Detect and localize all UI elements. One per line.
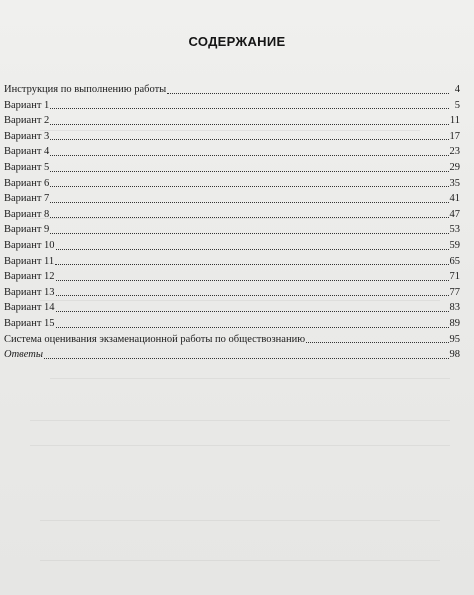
toc-entry-page-number: 65 — [449, 255, 460, 267]
toc-entry-page-number: 89 — [449, 317, 460, 329]
toc-entry-label: Вариант 13 — [4, 286, 55, 298]
dot-leader — [167, 93, 449, 94]
toc-entry-page-number: 77 — [449, 286, 460, 298]
dot-leader — [50, 124, 449, 125]
dot-leader — [44, 358, 449, 359]
toc-entry-page-number: 11 — [449, 115, 460, 127]
dot-leader — [56, 327, 449, 328]
dot-leader — [50, 233, 448, 234]
toc-entry-label: Вариант 6 — [4, 177, 50, 189]
toc-entry-label: Вариант 8 — [4, 208, 50, 220]
dot-leader — [56, 311, 449, 312]
dot-leader — [56, 280, 449, 281]
toc-entry-label: Ответы — [4, 349, 43, 361]
toc-entry-label: Вариант 11 — [4, 255, 55, 267]
toc-entry-page-number: 17 — [449, 130, 460, 142]
dot-leader — [56, 249, 449, 250]
toc-entry — [4, 332, 460, 348]
toc-entry-page-number: 98 — [449, 349, 460, 361]
toc-entry — [4, 98, 460, 114]
dot-leader — [50, 202, 448, 203]
toc-entry — [4, 113, 460, 129]
toc-entry-label: Вариант 14 — [4, 302, 55, 314]
dot-leader — [50, 186, 448, 187]
toc-entry — [4, 347, 460, 363]
toc-entry — [4, 300, 460, 316]
toc-entry-page-number: 95 — [449, 333, 460, 345]
toc-entry-page-number: 35 — [449, 177, 460, 189]
toc-entry — [4, 191, 460, 207]
toc-entry — [4, 238, 460, 254]
toc-entry — [4, 316, 460, 332]
toc-entry — [4, 222, 460, 238]
dot-leader — [50, 217, 448, 218]
dot-leader — [306, 342, 448, 343]
toc-entry-label: Вариант 15 — [4, 317, 55, 329]
dot-leader — [50, 171, 448, 172]
toc-entry — [4, 269, 460, 285]
toc-entry — [4, 144, 460, 160]
toc-entry-label: Вариант 12 — [4, 271, 55, 283]
toc-entry-label: Вариант 3 — [4, 130, 50, 142]
toc-entry-label: Вариант 4 — [4, 146, 50, 158]
toc-entry — [4, 129, 460, 145]
toc-entry-page-number: 5 — [454, 99, 460, 111]
toc-entry — [4, 160, 460, 176]
toc-entry-label: Вариант 2 — [4, 115, 50, 127]
page-title: СОДЕРЖАНИЕ — [188, 34, 286, 49]
toc-entry-label: Вариант 5 — [4, 161, 50, 173]
toc-entry — [4, 207, 460, 223]
toc-entry-page-number: 83 — [449, 302, 460, 314]
toc-entry — [4, 82, 460, 98]
dot-leader — [55, 264, 448, 265]
toc-entry-page-number: 41 — [449, 193, 460, 205]
toc-entry-page-number: 71 — [449, 271, 460, 283]
toc-entry-label: Инструкция по выполнению работы — [4, 84, 167, 95]
toc-entry-page-number: 4 — [454, 84, 460, 95]
toc-entry — [4, 176, 460, 192]
toc-entry-page-number: 29 — [449, 161, 460, 173]
table-of-contents — [4, 82, 460, 363]
toc-entry-label: Вариант 7 — [4, 193, 50, 205]
toc-entry-page-number: 47 — [449, 208, 460, 220]
toc-entry-label: Вариант 9 — [4, 224, 50, 236]
toc-entry — [4, 254, 460, 270]
toc-entry-page-number: 23 — [449, 146, 460, 158]
toc-entry — [4, 285, 460, 301]
toc-entry-page-number: 53 — [449, 224, 460, 236]
toc-entry-page-number: 59 — [449, 239, 460, 251]
dot-leader — [50, 155, 448, 156]
toc-entry-label: Вариант 1 — [4, 99, 50, 111]
toc-entry-label: Вариант 10 — [4, 239, 55, 251]
dot-leader — [50, 139, 448, 140]
dot-leader — [56, 295, 449, 296]
toc-entry-label: Система оценивания экзаменационной работы по обществознанию — [4, 333, 306, 345]
dot-leader — [50, 108, 449, 109]
